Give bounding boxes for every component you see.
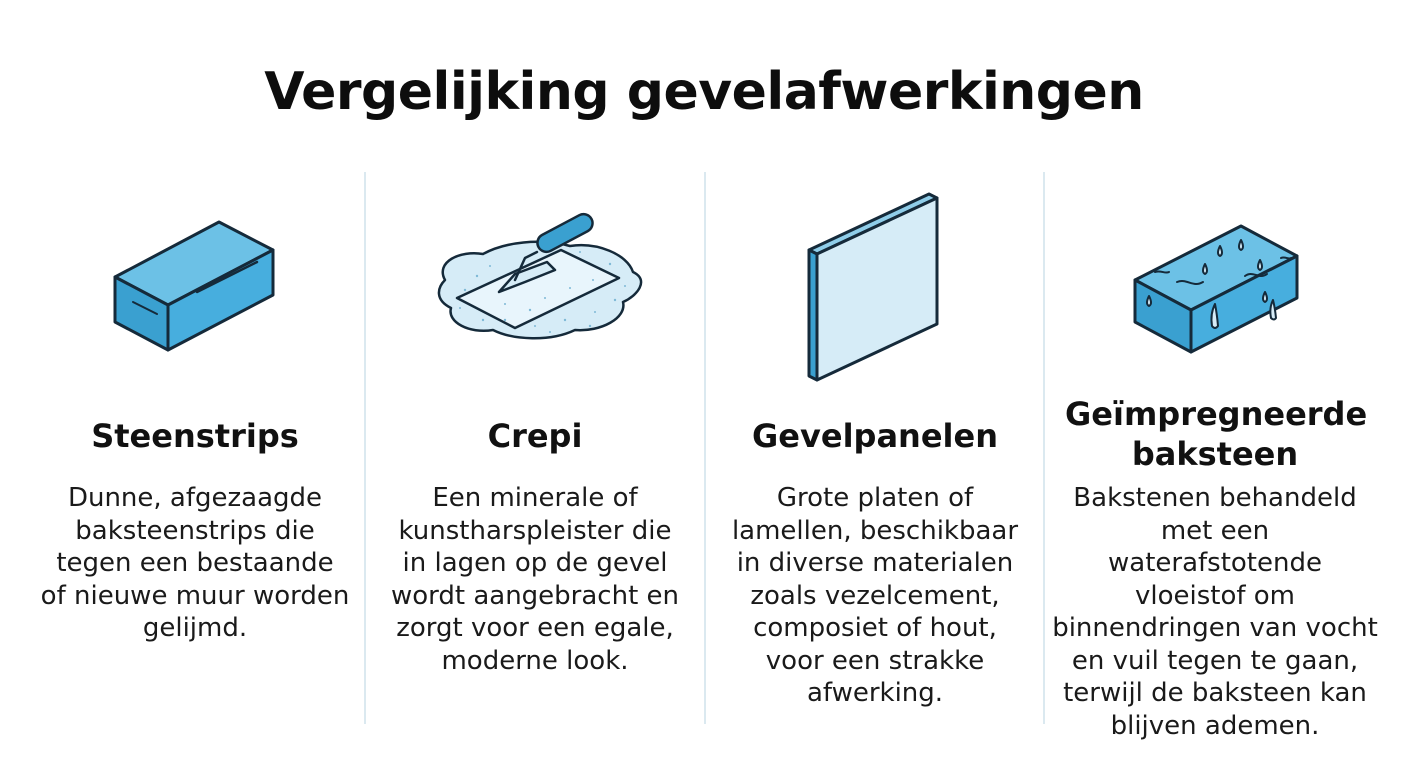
column-description: Een minerale of kunstharspleister die in lagen op de gevel wordt aangebracht en zorgt voor een egale, moderne look. [390,483,680,676]
column-description: Dunne, afgezaagde baksteenstrips die tegen een bestaande of nieuwe muur worden gelijmd. [40,483,350,643]
column-description: Grote platen of lamellen, beschikbaar in diverse materialen zoals vezelcement, composiet of hout, voor een strakke afwerking. [731,483,1019,708]
facade-panel-icon [705,180,1045,390]
trowel-plaster-icon [365,180,705,390]
column-heading: Steenstrips [91,417,299,455]
column-steenstrips [25,180,365,740]
page-title: Vergelijking gevelafwerkingen [264,62,1144,122]
column-crepi [365,180,705,740]
column-description: Bakstenen behandeld met een waterafstotende vloeistof om binnendringen van vocht en vuil tegen te gaan, terwijl de baksteen kan blijven ademen. [1052,483,1378,741]
column-gevelpanelen [705,180,1045,740]
brick-icon [25,180,365,390]
column-heading: Geïmpregneerde baksteen [1065,395,1368,473]
column-geimpregneerde-baksteen [1045,180,1385,740]
column-heading: Crepi [487,417,583,455]
impregnated-brick-icon [1045,180,1385,390]
column-heading: Gevelpanelen [752,417,998,455]
